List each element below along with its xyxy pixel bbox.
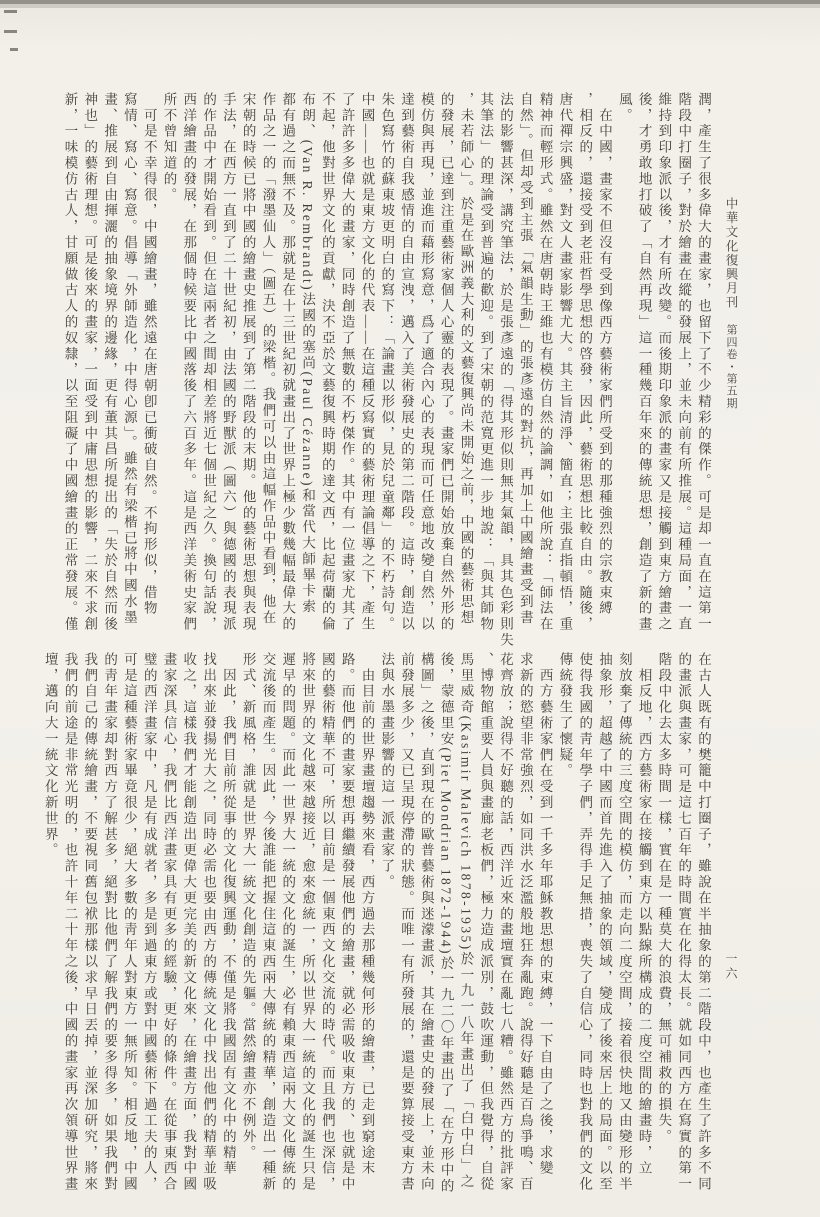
running-head [722, 197, 740, 409]
text-column: 馬里威奇(Kasimir Malevich 1878-1935)於一九一八年畫出了「白中白」之 [458, 652, 474, 1191]
text-column: 、博物館重要人員與畫廊老板們，極力造成派別，鼓吹運動，但我覺得，自從 [478, 652, 494, 1193]
text-column: 維持到印象派以後，才有所改變。而後期印象派的畫家又是接觸到東方繪畫之 [656, 92, 672, 633]
text-column: 的畫派與畫家，可是這七百年的時間實在化得太長。就如同西方在寫實的第一 [676, 652, 692, 1193]
text-column: 畫家深具信心，我們比西洋畫家具有更多的經驗，更好的條件。在從事東西合 [161, 652, 177, 1193]
issue-label: 第四卷・第五期 [725, 323, 737, 410]
text-column: 求新的慾望非常強烈，如同洪水泛濫般地狂奔亂跑。說得好聽是百鳥爭鳴、百 [517, 652, 533, 1193]
text-column: 在古人既有的樊籠中打圈子，雖說在半抽象的第二階段中，也產生了許多不同 [696, 652, 711, 1193]
text-column: ，相反的，還接受到老莊哲學思想的啓發，因此，藝術思想比較自由。隨後， [577, 92, 593, 633]
text-column: 因此，我們目前所從事的文化復興運動，不僅是將我國固有文化中的精華 [220, 652, 236, 1177]
scan-edge-mark [4, 30, 17, 33]
text-column: 風。 [616, 92, 632, 124]
text-column: 的靑年畫家却對西方了解甚多，絕對比他們了解我們的要多得多，如果我們對 [102, 652, 118, 1193]
text-column: 新，一味模仿古人，甘願做古人的奴隸，以至阻礙了中國繪畫的正常發展。僅 [62, 92, 78, 633]
text-column: 抽象形，超越了中國而首先進入了抽象的領域，變成了後來居上的局面。以至 [597, 652, 613, 1193]
text-column: 前發展多少，又已呈現停滯的狀態。而唯一有所發展的，還是要算接受東方書 [399, 652, 415, 1193]
text-column: 模仿與再現，並進而藉形寫意，爲了適合內心的表現而可任意地改變自然，以 [418, 92, 434, 633]
text-column: 中國——也就是東方文化的代表——在這種反寫實的藝術理論倡導之下，產生 [359, 92, 375, 633]
text-column: 階段中化去太多時間一樣，實在是一種莫大的浪費，無可補救的損失。 [656, 652, 672, 1145]
text-column: 階段中打圈子，對於繪畫在縱的發展上，並未向前有所推展。這種局面，一直 [676, 92, 692, 633]
text-column: 作品之一的「潑墨仙人」（圖五）的梁楷。我們可以由這幅作品中看到，他在 [260, 92, 276, 626]
text-column: 手法，在西方一直到了二十世紀初，由法國的野獸派（圖六）與德國的表現派 [220, 92, 236, 633]
text-column: 構圖」之後，直到現在的歐普藝術與迷濛畫派，其在繪畫史的發展上，並未向 [418, 652, 434, 1193]
text-column: 都有過之而無不及。那就是在十三世紀初就畫出了世界上極少數幾幅最偉大的 [280, 92, 296, 633]
text-column: 布朗、(Van R. Rembrandt)法國的塞尚(Paul Cézanne)和當代大師畢卡索 [300, 92, 316, 616]
text-column: 收之，這樣我們才能創造出更偉大更完美的新文化來，在繪畫方面，我對中國 [181, 652, 197, 1193]
page-number: 一六 [724, 952, 738, 982]
text-column: 花齊放；說得不好聽的話，西洋近來的畫壇實在亂七八糟。雖然西方的批評家 [498, 652, 514, 1193]
text-column: 路。而他們的畫家要想再繼續發展他們的繪畫，就必需吸收東方的、也就是中 [339, 652, 355, 1193]
text-column: 後，蒙德里安(Piet Mondrian 1872-1944)於一九二〇年畫出了「在方形中的 [438, 652, 454, 1195]
text-column: 可是不幸得很，中國繪畫，雖然遠在唐朝卽已衝破自然。不拘形似，借物 [141, 92, 157, 617]
scan-edge-mark [4, 10, 17, 13]
text-column: 法與水墨畫影響的這一派畫家了。 [379, 652, 395, 891]
text-column: 所不曾知道的。 [161, 92, 177, 204]
text-column: 神也」的藝術理想。可是後來的畫家，一面受到中庸思想的影響，二來不求創 [82, 92, 98, 633]
text-column: 刻放棄了傳統的三度空間的模仿，而走向二度空間，接着很快地又由變形的半 [616, 652, 632, 1193]
text-column: 交流後而產生。因此，今後誰能把握住這東西兩大傳統的精華，創造出一種新 [260, 652, 276, 1193]
text-column: 相反地，西方藝術家在接觸到東方以點線所構成的二度空間的繪畫時，立 [636, 652, 652, 1177]
text-column: 唐代禪宗興盛，對文人畫家影響尤大。其主旨清淨、簡直；主張直指頓悟，重 [557, 92, 573, 633]
text-column: 遲早的問題。而此一世界大一統的文化的誕生，必有賴東西這兩大文化傳統的 [280, 652, 296, 1193]
text-column: 畫、推展到自由揮灑的抽象境界的邊緣，更有董其昌所提出的「失於自然而後 [102, 92, 118, 633]
text-column: 將來世界的文化越來越接近，愈來愈統一，所以世界大一統的文化的誕生只是 [300, 652, 316, 1193]
text-column: 壇，邁向大一統文化新世界。 [42, 652, 58, 859]
text-column: 不起，他對世界文化的貢獻，決不亞於文藝復興時期的達文西，比起荷蘭的倫 [319, 92, 335, 633]
text-block-top [60, 92, 713, 677]
text-column: 後，才勇敢地打破了「自然再現」這一種幾百年來的傳統思想，創造了新的畫 [636, 92, 652, 633]
text-column: 西方藝術家們在受到一千多年耶穌教思想的束縛，一下自由了之後，求變 [537, 652, 553, 1177]
text-column: 自然」。但却受到主張「氣韻生動」的張彥遠的對抗，再加上中國繪畫受到書 [517, 92, 533, 626]
text-column: 找出來並發揚光大之，同時必需也要由西方的傳統文化中找出他們的精華並吸 [201, 652, 217, 1193]
text-column: 的發展，已達到注重藝術家個人心靈的表現了。畫家們已開始放棄自然外形的 [438, 92, 454, 633]
text-column: 傳統發生了懷疑。 [557, 652, 573, 780]
text-column: 法的影響甚深，講究筆法，於是張彥遠的「得其形似則無其氣韻，具其色彩則失 [498, 92, 514, 649]
scan-edge-top-shade [0, 4, 820, 8]
text-column: 了許許多多偉大的畫家，同時創造了無數的不朽傑作。其中有一位畫家尤其了 [339, 92, 355, 633]
text-column: 宋朝的時候已將中國的繪畫史推展到了第二階段的末期。他的藝術思想與表現 [240, 92, 256, 633]
text-column: 由目前的世界畫壇趨勢來看，西方過去那種幾何形的繪畫，已走到窮途末 [359, 652, 375, 1177]
text-column: 可是這種藝術家畢竟很少，絕大多數的靑年人對東方一無所知。相反地，中國 [121, 652, 137, 1193]
text-column: 國的藝術精華不可，所以目前是一個東西文化交流的時代。而且我們也深信， [319, 652, 335, 1193]
text-column: 形式、新風格，誰就是世界大一統文化創造的先軀。當然繪畫亦不例外。 [240, 652, 256, 1161]
scan-edge-mark [10, 48, 18, 51]
text-column: 璧的西洋畫家中，凡是有成就者，多是到過東方或對中國藝術下過工夫的人， [141, 652, 157, 1193]
text-column: 我們自己的傳統繪畫，不要視同舊包袱那樣以求早日丟掉，並深加研究，將來 [82, 652, 98, 1193]
text-column: 達到藝術自我感情的自由宣洩，邁入了美術發展史的第二階段。這時，創造以 [399, 92, 415, 633]
text-column: 朱色寫竹的蘇東坡更明白的寫下：「論畫以形似，見於兒童鄰」的不朽詩句。 [379, 92, 395, 633]
text-column: 其筆法」的理論受到普遍的歡迎。到了宋朝的范寬更進一步地說：「與其師物 [478, 92, 494, 633]
text-column: 的作品中才開始看到。但在這兩者之間却相差將近七個世紀之久。換句話說， [201, 92, 217, 633]
text-column: 我們的前途是非常光明的，也許十年二十年之後，中國的畫家再次領導世界畫 [62, 652, 78, 1193]
text-column: 在中國，畫家不但沒有受到像西方藝術家們所受到的那種強烈的宗教束縛 [597, 92, 613, 617]
text-column: 潤，產生了很多偉大的畫家，也留下了不少精彩的傑作。可是却一直在這第一 [696, 92, 711, 633]
text-column: 精神而輕形式。雖然在唐朝時王維也有模仿自然的論調，如他所說：「師法在 [537, 92, 553, 633]
text-column: ，未若師心」。於是在歐洲義大利的文藝復興尚未開始之前，中國的藝術思想 [458, 92, 474, 626]
text-block-bottom [40, 652, 713, 1217]
text-column: 使得我國的靑年學子們，弄得手足無措，喪失了自信心，同時也對我們的文化 [577, 652, 593, 1193]
text-column: 寫情、寫心、寫意。倡導「外師造化，中得心源」。雖然有梁楷已將中國水墨 [121, 92, 137, 626]
text-column: 西洋繪畫的發展，在那個時候要比中國落後了六百多年。這是西洋美術史家們 [181, 92, 197, 633]
journal-title: 中華文化復興月刊 [724, 197, 738, 310]
